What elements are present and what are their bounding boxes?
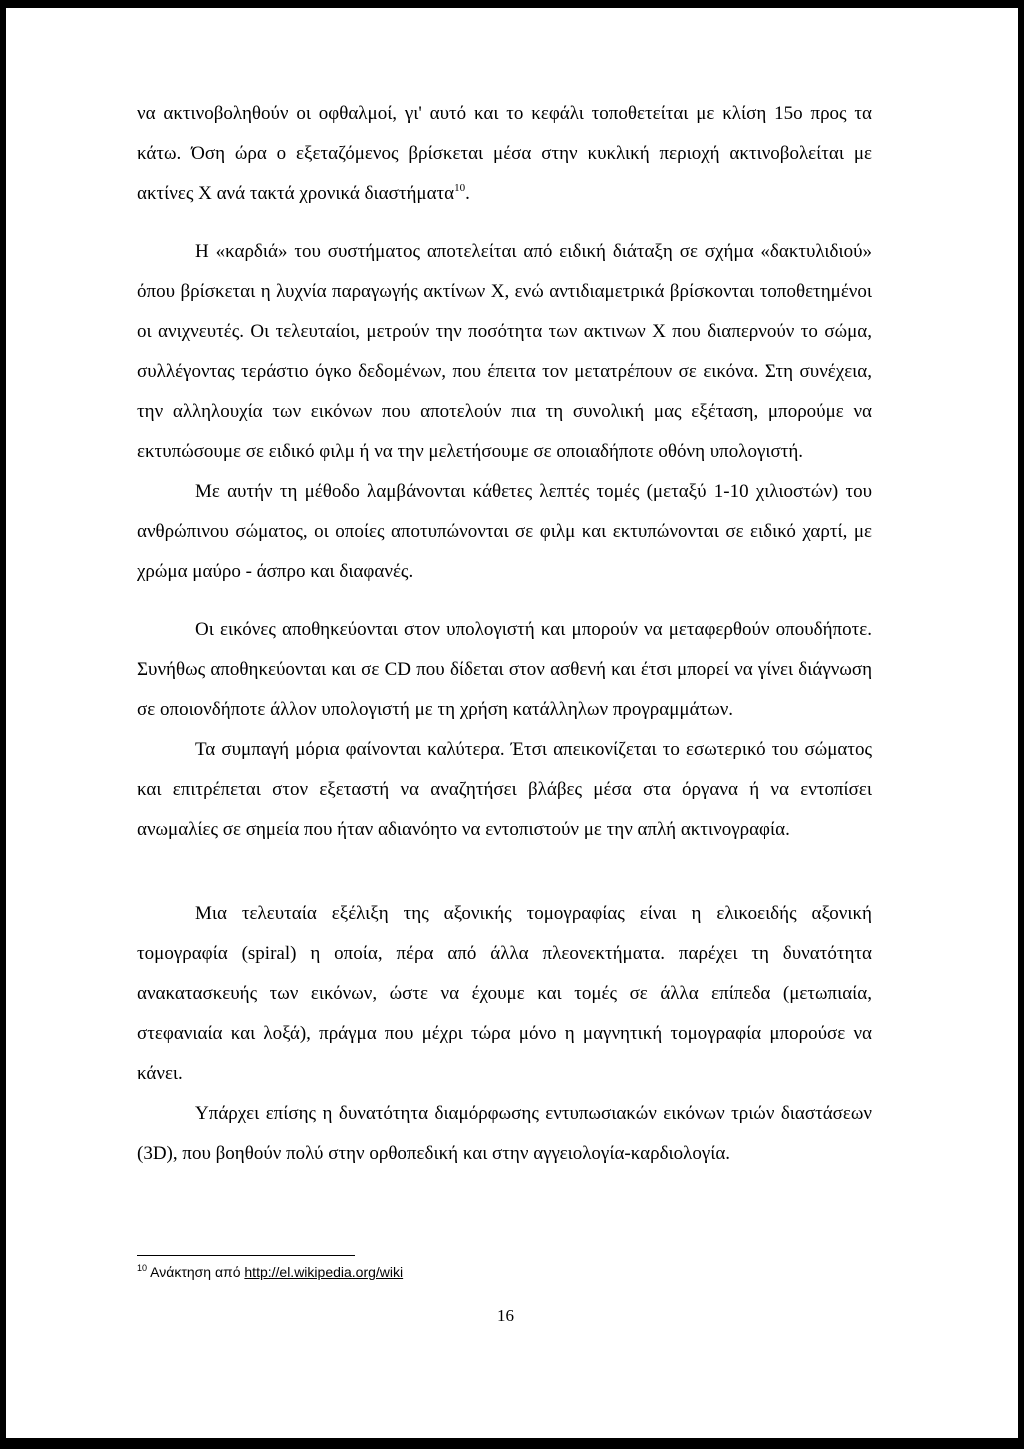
footnote xyxy=(137,1262,403,1282)
footnote-reference[interactable]: 10 xyxy=(454,182,466,194)
paragraph-5: Τα συμπαγή μόρια φαίνονται καλύτερα. Έτσι απεικονίζεται το εσωτερικό του σώματος και επιτρέπεται στον εξεταστή να αναζητήσει βλάβες μέσα στα όργανα ή να εντοπίσει ανωμαλίες σε σημεία που ήταν αδιανόητο να εντοπιστούν με την απλή ακτινογραφία. xyxy=(137,739,872,840)
document-page xyxy=(6,8,1018,1438)
body-text xyxy=(137,94,872,1174)
footnote-link[interactable]: http://el.wikipedia.org/wiki xyxy=(244,1264,404,1280)
footnote-number: 10 xyxy=(137,1263,148,1273)
footnote-text: Ανάκτηση από xyxy=(150,1264,245,1280)
paragraph-7: Υπάρχει επίσης η δυνατότητα διαμόρφωσης εντυπωσιακών εικόνων τριών διαστάσεων (3D), που βοηθούν πολύ στην ορθοπεδική και στην αγγειολογία-καρδιολογία. xyxy=(137,1103,872,1164)
paragraph-6: Μια τελευταία εξέλιξη της αξονικής τομογραφίας είναι η ελικοειδής αξονική τομογραφία (spiral) η οποία, πέρα από άλλα πλεονεκτήματα. παρέχει τη δυνατότητα ανακατασκευής των εικόνων, ώστε να έχουμε και τομές σε άλλα επίπεδα (μετωπιαία, στεφανιαία και λοξά), πράγμα που μέχρι τώρα μόνο η μαγνητική τομογραφία μπορούσε να κάνει. xyxy=(137,903,872,1084)
footnote-separator xyxy=(137,1255,355,1256)
page-number: 16 xyxy=(497,1306,514,1325)
paragraph-3: Με αυτήν τη μέθοδο λαμβάνονται κάθετες λεπτές τομές (μεταξύ 1-10 χιλιοστών) του ανθρώπινου σώματος, οι οποίες αποτυπώνονται σε φιλμ και εκτυπώνονται σε ειδικό χαρτί, με χρώμα μαύρο - άσπρο και διαφανές. xyxy=(137,481,872,582)
paragraph-2: Η «καρδιά» του συστήματος αποτελείται από ειδική διάταξη σε σχήμα «δακτυλιδιού» όπου βρίσκεται η λυχνία παραγωγής ακτίνων Χ, ενώ αντιδιαμετρικά βρίσκονται τοποθετημένοι οι ανιχνευτές. Οι τελευταίοι, μετρούν την ποσότητα των ακτινων Χ που διαπερνούν το σώμα, συλλέγοντας τεράστιο όγκο δεδομένων, που έπειτα τον μετατρέπουν σε εικόνα. Στη συνέχεια, την αλληλουχία των εικόνων που αποτελούν πια τη συνολική μας εξέταση, μπορούμε να εκτυπώσουμε σε ειδικό φιλμ ή να την μελετήσουμε σε οποιαδήποτε οθόνη υπολογιστή. xyxy=(137,241,872,462)
paragraph-1: να ακτινοβοληθούν οι οφθαλμοί, γι' αυτό και το κεφάλι τοποθετείται με κλίση 15ο προς τα κάτω. Όση ώρα ο εξεταζόμενος βρίσκεται μέσα στην κυκλική περιοχή ακτινοβολείται με ακτίνες Χ ανά τακτά χρονικά διαστήματα$^{10}$. xyxy=(137,103,872,204)
paragraph-4: Οι εικόνες αποθηκεύονται στον υπολογιστή και μπορούν να μεταφερθούν οπουδήποτε. Συνήθως αποθηκεύονται και σε CD που δίδεται στον ασθενή και έτσι μπορεί να γίνει διάγνωση σε οποιονδήποτε άλλον υπολογιστή με τη χρήση κατάλληλων προγραμμάτων. xyxy=(137,619,872,720)
